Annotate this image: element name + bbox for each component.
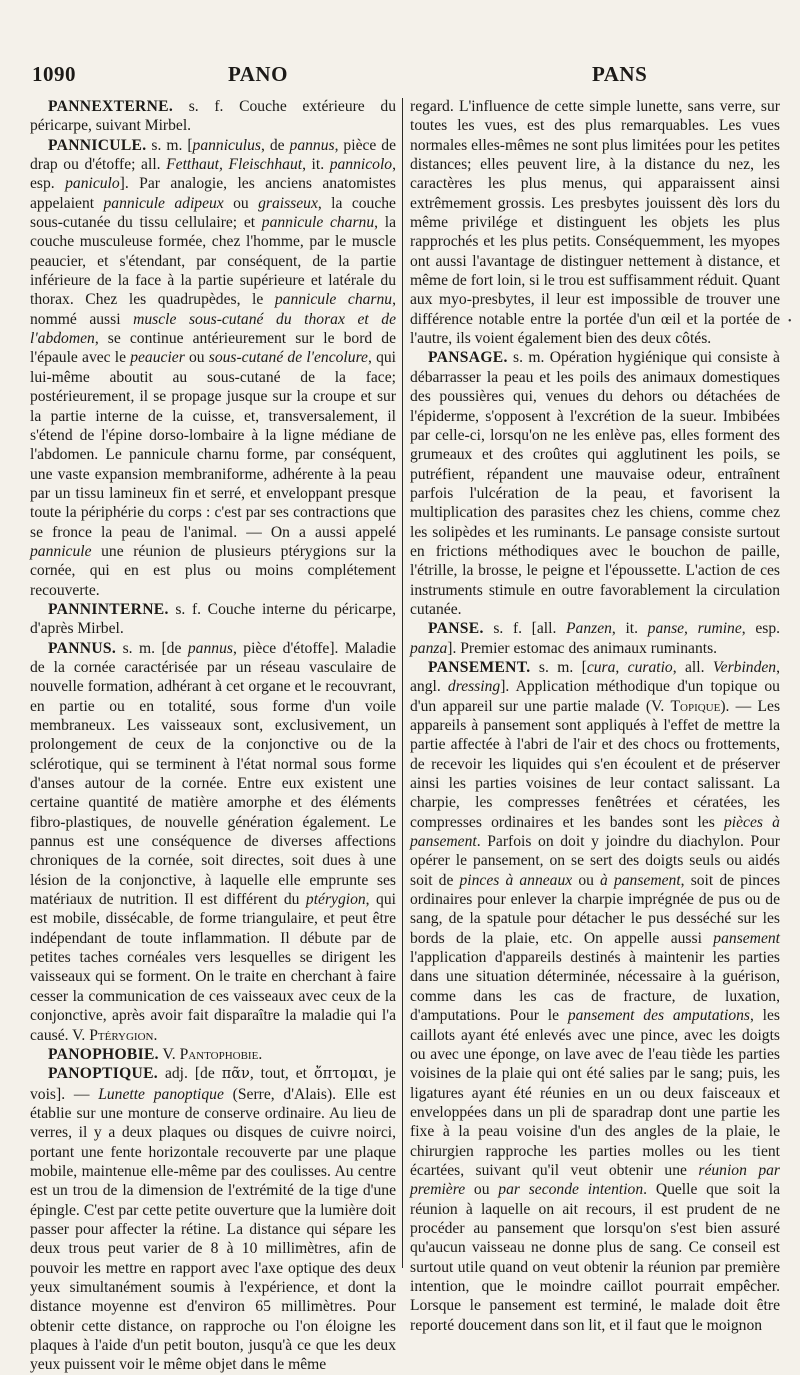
cross-reference: Pantophobie [179, 1045, 259, 1063]
italic-term: panniculus [192, 136, 261, 154]
definition-text: . Parfois on doit y joindre du diachylon. Pour opérer le pansement, on se sert des doigts seuls ou aidés soit de [410, 833, 780, 889]
definition-text: , esp. [741, 620, 781, 638]
cross-reference: Topique [670, 697, 721, 715]
definition-text: ou [465, 1181, 499, 1199]
italic-term: pannus [289, 136, 335, 154]
entry-panse [410, 619, 780, 658]
definition-text: ]. Premier estomac des animaux ruminants. [447, 639, 718, 657]
entry-panophobie [30, 1045, 396, 1064]
definition-text: , de [260, 136, 290, 154]
italic-term: réunion par première [410, 1161, 781, 1199]
definition-text: , angl. [410, 658, 780, 696]
headword: PANSAGE. [428, 349, 508, 367]
italic-term: cura, curatio [586, 658, 673, 676]
left-column [30, 97, 396, 1375]
headword: PANNEXTERNE. [48, 98, 174, 115]
definition-text: ). — Les appareils à pansement sont appliqués à l'effet de mettre la partie affectée à l'abri de l'air et des chocs ou frottements, de recevoir les liquides qui s'en écoulent et de préserver ainsi les parties voisines de leur contact salissant. La charpie, les compresses fenêtrées et cératées, les compresses ordinaires et les bandes sont les [410, 697, 781, 831]
definition-text: , it. [611, 620, 648, 638]
definition-text: , nommé aussi [30, 291, 396, 328]
definition-text: s. m. [de [122, 639, 188, 657]
italic-term: panse, rumine [647, 620, 742, 638]
entry-panoptique-continued: regard. L'influence de cette simple lunette, sans verre, sur toutes les vues, est des plus remarquables. Les vues normales elles-mêmes ne sont plus limitées pour les petites distances; elles peuvent lire, à la distance du nez, les caractères les plus menus, qui apparaissent ainsi extrêmement grossis. Les presbytes jouissent dès lors du même privilége et distinguent les objets les plus rapprochés et les plus petits. Conséquemment, les myopes ont aussi l'avantage de distinguer nettement à distance, et même de fort loin, si le trou est suffisamment réduit. Quant aux myo-presbytes, il leur est impossible de trouver une différence notable entre la portée d'un œil et la portée de l'autre, ils voient également bien des deux côtés. [410, 98, 780, 348]
definition-text: , les caillots ayant été enlevés avec une pince, avec les doigts ou avec une éponge, on lave avec de l'eau tiède les parties voisines de la plaie qui ont été salies par le sang; puis, les ligatures ayant été réunies en un ou deux faisceaux et enveloppées dans un pli de sparadrap dont une partie les fixe à la peau voisine d'un des angles de la plaie, le chirurgien rapproche les parties molles ou les tient écartées, suivant qu'il veut obtenir une [410, 1007, 780, 1179]
definition-text: , esp. [30, 156, 396, 193]
cross-reference: Ptérygion [89, 1026, 154, 1044]
italic-term: pannicule charnu [274, 291, 393, 309]
entry-pansement [410, 658, 780, 1335]
definition-text: . [153, 1026, 158, 1044]
italic-term: sous-cutané de l'encolure [208, 349, 368, 367]
italic-term: dressing [447, 678, 501, 696]
headword: PANNINTERNE. [48, 600, 169, 618]
headword: PANNUS. [48, 639, 117, 657]
definition-text: . [258, 1045, 263, 1063]
italic-term: Verbinden [712, 658, 777, 676]
definition-text: l'application d'appareils destinés à maintenir les parties dans une situation déterminée, nécessaire à la guérison, comme dans les cas de fracture, de luxation, d'amputations. Pour le [410, 949, 780, 1025]
definition-text: adj. [de [164, 1065, 222, 1083]
margin-dot: • [788, 316, 792, 327]
definition-text: , pièce d'étoffe]. Maladie de la cornée caractérisée par un réseau vasculaire de nouvelle formation, adhérant à cet organe et le recouvrant, en partie ou en totalité, sous forme d'un voile membraneux. Les vaisseaux sont, exclusivement, un prolongement de ceux de la conjonctive ou de la sclérotique, qui se terminent à l'état normal sous forme d'anses autour de la cornée. Entre eux existent une certaine quantité de matière amorphe et des éléments fibro-plastiques, de nouvelle génération également. Le pannus est une conséquence de diverses affections chroniques de la cornée, soit directes, soit dues à une lésion de la conjonctive, à laquelle elle emprunte ses matériaux de nutrition. Il est différent du [30, 639, 396, 909]
right-column [410, 97, 780, 1335]
definition-text: , qui lui-même aboutit au sous-cutané de la face; postérieurement, il se propage jusque sur la croupe et sur la partie interne de la cuisse, et, transversalement, il s'étend de l'épine dorso-lombaire à la ligne médiane de l'abdomen. Le pannicule charnu forme, par conséquent, une vaste expansion membraniforme, adhérente à la peau par un tissu lamineux fin et serré, et enveloppant presque toute la périphérie du corps : c'est par ses contractions que se fronce la peau de l'animal. — On a aussi appelé [30, 349, 396, 541]
italic-term: Lunette panoptique [98, 1085, 224, 1103]
italic-term: graisseux [258, 194, 318, 212]
entry-pannexterne [30, 97, 396, 136]
entry-pannus [30, 639, 396, 1045]
entry-pansage [410, 348, 780, 619]
page-number: 1090 [32, 62, 76, 86]
italic-term: ptérygion [305, 891, 366, 909]
headword: PANNICULE. [48, 136, 147, 154]
definition-text: ou [572, 871, 601, 889]
italic-term: Fetthaut, Fleischhaut [166, 156, 303, 174]
left-guide-word: PANO [228, 62, 288, 86]
headword: PANSEMENT. [428, 658, 531, 676]
definition-text: , tout, et [249, 1065, 314, 1083]
italic-term: à pansement [600, 871, 681, 889]
definition-text: s. m. [ [538, 658, 587, 676]
italic-term: par seconde intention [498, 1181, 644, 1199]
definition-text: , la couche musculeuse formée, chez l'homme, par le muscle peaucier, et s'étendant, par conséquent, de la partie inférieure de la face à la partie supérieure et latérale du thorax. Chez les quadrupèdes, le [30, 214, 396, 309]
italic-term: paniculo [65, 175, 120, 193]
entry-panoptique [30, 1064, 396, 1375]
definition-text: . Quelle que soit la réunion à laquelle on ait recours, il est prudent de ne procéder au pansement que lorsqu'on s'est bien assuré qu'aucun vaisseau ne donne plus de sang. Ce conseil est surtout utile quand on veut obtenir la réunion par première intention, que le moindre caillot pourrait empêcher. Lorsque le pansement est terminé, le malade doit être reporté doucement dans son lit, et il faut que le moignon [410, 1181, 781, 1334]
column-divider [402, 98, 403, 1268]
definition-text: , soit de pinces ordinaires pour enlever la charpie imprégnée de pus ou de sang, de la spatule pour détacher le pus desséché sur les bords de la plaie, etc. On appelle aussi [410, 871, 781, 947]
definition-text: s. f. Couche extérieure du péricarpe, suivant Mirbel. [30, 98, 396, 135]
definition-text: , se continue antérieurement sur le bord de l'épaule avec le [30, 330, 396, 367]
italic-term: pièces à pansement [410, 813, 780, 851]
right-guide-word: PANS [592, 62, 648, 86]
definition-text: ]. Application méthodique d'un topique ou d'un appareil sur une partie malade (V. [410, 678, 780, 715]
italic-term: pannus [187, 639, 233, 657]
definition-text: ou [223, 194, 259, 212]
italic-term: pannicule [30, 542, 92, 560]
greek-etymon: ὄπτομαι [313, 1066, 374, 1083]
italic-term: pannicule charnu [261, 214, 375, 232]
entry-pannicule [30, 136, 396, 600]
definition-text: s. f. [all. [493, 620, 566, 638]
definition-text: une réunion de plusieurs ptérygions sur la cornée, qui en est plus ou moins complétement recouverte. [30, 542, 396, 599]
italic-term: panza [410, 639, 448, 657]
definition-text: s. m. Opération hygiénique qui consiste à débarrasser la peau et les poils des animaux domestiques des poussières qui, venues du dehors ou détachées de l'épiderme, s'opposent à l'excrétion de la sueur. Imbibées par celle-ci, lorsqu'on ne les enlève pas, elles forment des grumeaux et des croûtes qui agglutinent les poils, se putréfient, répandent une mauvaise odeur, entraînent parfois l'ulcération de la peau, et favorisent la multiplication des parasites chez les chiens, comme chez les solipèdes et les ruminants. Le pansage consiste surtout en frictions méthodiques avec le bouchon de paille, l'étrille, la brosse, le peigne et l'époussette. L'action de ces instruments stimule en outre favorablement la circulation cutanée. [410, 349, 780, 618]
definition-text: ]. Par analogie, les anciens anatomistes appelaient [30, 175, 396, 212]
running-head [32, 62, 782, 92]
definition-text: , pièce de drap ou d'étoffe; all. [30, 136, 397, 174]
definition-text: , all. [672, 658, 713, 676]
italic-term: pannicule adipeux [103, 194, 224, 212]
entry-panninterne [30, 600, 396, 639]
definition-text: , je vois]. — [30, 1065, 396, 1103]
definition-text: ou [184, 349, 209, 367]
definition-text: , it. [302, 156, 330, 174]
headword: PANOPTIQUE. [48, 1065, 159, 1083]
definition-text: , la couche sous-cutanée du tissu cellulaire; et [30, 194, 396, 232]
greek-etymon: πᾶν [221, 1066, 250, 1083]
italic-term: peaucier [130, 349, 185, 367]
definition-text: V. [162, 1045, 180, 1063]
italic-term: pannicolo [329, 156, 393, 174]
italic-term: Panzen [566, 620, 612, 638]
italic-term: pansement [713, 929, 780, 947]
definition-text: s. m. [ [151, 136, 193, 154]
italic-term: muscle sous-cutané du thorax et de l'abdomen [30, 310, 396, 348]
italic-term: pinces à anneaux [459, 871, 573, 889]
definition-text: (Serre, d'Alais). Elle est établie sur une monture de conserve ordinaire. Au lieu de verres, il y a deux plaques ou disques de cuivre noirci, portant une fente horizontale recouverte par une plaque mobile, maintenue elle-même par des coulisses. Au centre est un trou de la dimension de l'extrémité de la tige d'une épingle. C'est par cette petite ouverture que la lumière doit passer pour affecter la rétine. La distance qui sépare les deux trous peut varier de 8 à 10 millimètres, afin de pouvoir les mettre en rapport avec l'axe optique des deux yeux simultanément soumis à l'expérience, et dont la distance moyenne est d'environ 65 millimètres. Pour obtenir cette distance, on rapproche ou l'on éloigne les plaques à l'aide d'un petit bouton, jusqu'à ce que les deux yeux puissent voir le même objet dans le même [30, 1085, 396, 1374]
definition-text: , qui est mobile, dissécable, de forme triangulaire, et peut être indépendant de toute inflammation. Il débute par de petites taches cornéales vers lesquelles se dirigent les vaisseaux qui se forment. On le traite en cherchant à faire cesser la communication de ces vaisseaux avec ceux de la conjonctive, après avoir fait disparaître la maladie qui l'a causé. V. [30, 891, 396, 1044]
italic-term: pansement des amputations [567, 1007, 750, 1025]
headword: PANOPHOBIE. [48, 1045, 159, 1063]
definition-text: s. f. Couche interne du péricarpe, d'après Mirbel. [30, 600, 396, 638]
headword: PANSE. [428, 620, 484, 638]
